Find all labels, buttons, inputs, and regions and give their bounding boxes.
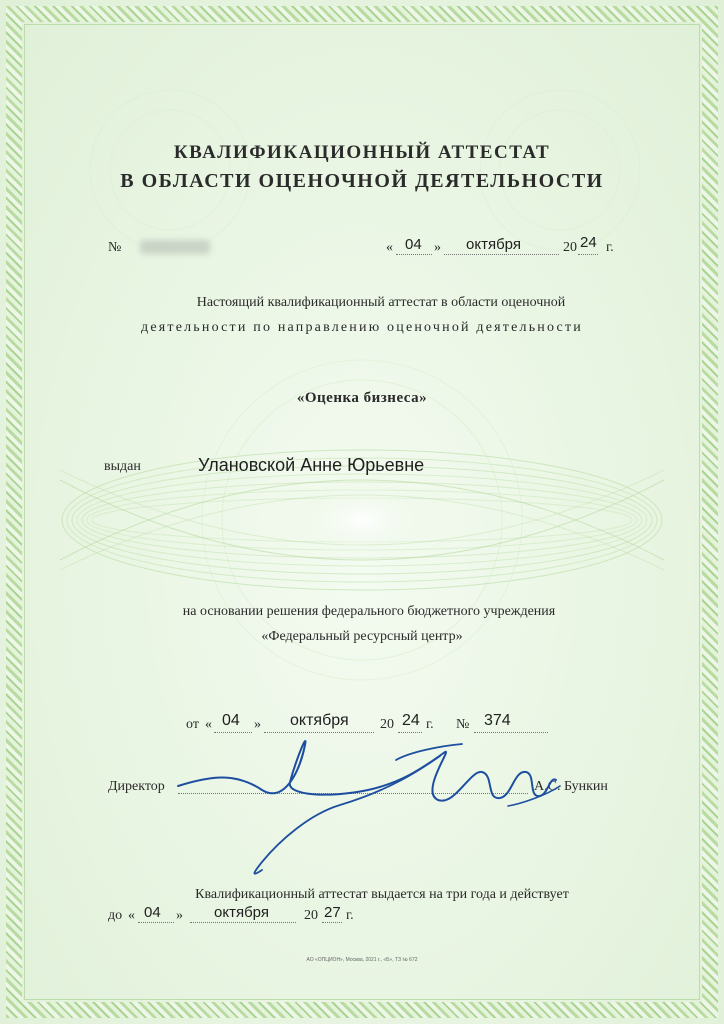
- issue-day: 04: [405, 236, 422, 253]
- director-label: Директор: [108, 779, 165, 794]
- valid-year-unit: г.: [346, 908, 354, 923]
- direction-title: «Оценка бизнеса»: [296, 390, 428, 406]
- valid-year-line: [322, 922, 342, 923]
- decision-number: 374: [484, 712, 511, 729]
- basis-line-2: «Федеральный ресурсный центр»: [261, 629, 463, 644]
- decision-from-label: от: [186, 717, 199, 732]
- printer-imprint: АО «ОПЦИОН», Москва, 2021 г., «Б», ТЗ № 672: [306, 957, 418, 963]
- number-label: №: [108, 240, 122, 255]
- body-line-1: Настоящий квалификационный аттестат в области оценочной: [196, 295, 566, 310]
- valid-day: 04: [144, 904, 161, 921]
- issue-open-quote: «: [386, 240, 393, 255]
- decision-year-prefix: 20: [380, 717, 394, 732]
- director-name: А.С. Бункин: [534, 779, 608, 794]
- valid-year-suffix: 27: [324, 904, 341, 921]
- valid-open-quote: «: [128, 908, 135, 923]
- valid-close-quote: »: [176, 908, 183, 923]
- title-line-2: В ОБЛАСТИ ОЦЕНОЧНОЙ ДЕЯТЕЛЬНОСТИ: [120, 170, 604, 192]
- decision-month: октября: [290, 712, 349, 729]
- issued-label: выдан: [104, 459, 141, 474]
- decision-number-label: №: [456, 717, 470, 732]
- valid-day-line: [138, 922, 174, 923]
- issue-year-suffix: 24: [580, 234, 597, 251]
- decision-year-suffix: 24: [402, 712, 420, 729]
- validity-line: Квалификационный аттестат выдается на три года и действует: [195, 887, 569, 902]
- recipient-name: Улановской Анне Юрьевне: [198, 455, 425, 475]
- decision-open-quote: «: [205, 717, 212, 732]
- valid-until-label: до: [108, 908, 123, 923]
- issue-year-prefix: 20: [563, 240, 577, 255]
- issue-close-quote: »: [434, 240, 441, 255]
- decision-year-unit: г.: [426, 717, 434, 732]
- decision-close-quote: »: [254, 717, 261, 732]
- decision-day: 04: [222, 712, 240, 729]
- valid-year-prefix: 20: [304, 908, 318, 923]
- basis-line-1: на основании решения федерального бюджетного учреждения: [182, 604, 556, 619]
- valid-month-line: [190, 922, 296, 923]
- title-line-1: КВАЛИФИКАЦИОННЫЙ АТТЕСТАТ: [173, 142, 551, 163]
- valid-month: октября: [214, 904, 269, 921]
- issue-year-unit: г.: [606, 240, 614, 255]
- body-line-2: деятельности по направлению оценочной деятельности: [141, 320, 583, 335]
- issue-month: октября: [466, 236, 521, 253]
